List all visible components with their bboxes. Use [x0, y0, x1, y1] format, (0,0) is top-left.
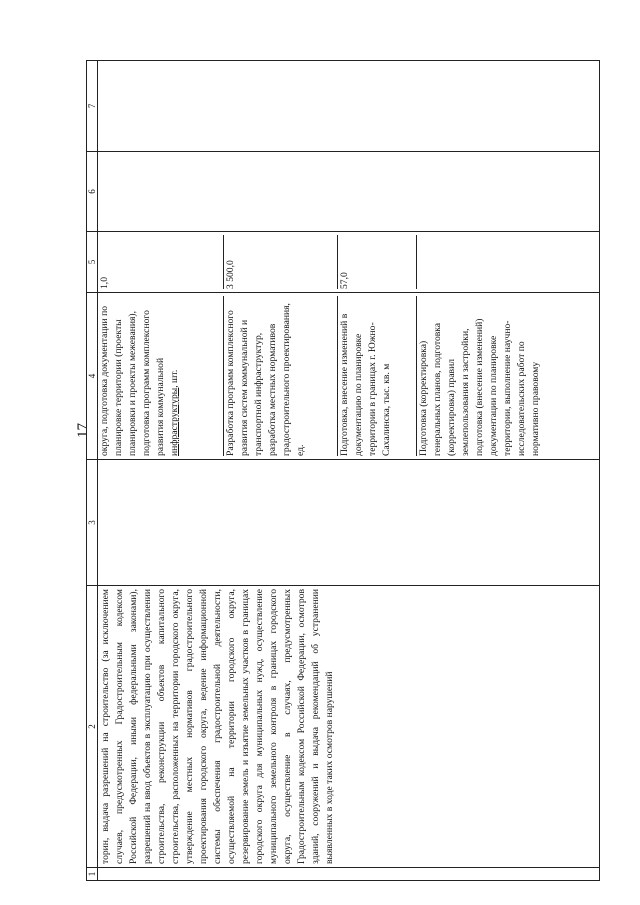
indicator-1: округа, подготовка документации по планировке территории (проекты планировки и проекты межевания), подготовка программ комплексного развития коммунальной инфраструктуры, шт. — [98, 296, 224, 456]
indicator-value-1: 1,0 — [98, 235, 224, 289]
cell-col3 — [98, 460, 600, 586]
program-table — [86, 60, 600, 881]
cell-col7 — [98, 61, 600, 152]
col-header-2: 2 — [87, 586, 98, 868]
cell-col1 — [98, 868, 600, 881]
col-header-7: 7 — [87, 61, 98, 152]
col-header-3: 3 — [87, 460, 98, 586]
rotated-table-container — [86, 61, 600, 881]
indicator-2: Разработка программ комплексного развития систем коммунальной и транспортной инфраструктур, разработка местных нормативов градостроительного проектирования, ед. — [224, 296, 338, 456]
col-header-5: 5 — [87, 232, 98, 293]
indicator-4: Подготовка (корректировка) генеральных планов, подготовка (корректировка) правил землепользования и застройки, подготовка (внесение изменений) документации по планировке территории, выполнение научно-исследовательских работ по нормативно правовому — [418, 318, 541, 456]
page-number: 17 — [75, 423, 91, 438]
col-header-6: 6 — [87, 152, 98, 232]
cell-authority-text: торин, выдача разрешений на строительство (за исключением случаев, предусмотренных Градостроительным кодексом Российской Федерации, иными федеральными законами), разрешений на ввод объектов в эксплуатацию при осуществлении строительства, реконструкции объектов капитального строительства, расположенных на территории городского округа, утверждение местных нормативов градостроительного проектирования городского округа, ведение информационной системы обеспечения градостроительной деятельности, осуществляемой на территории городского округа, резервирование земель и изъятие земельных участков в границах городского округа для муниципальных нужд, осуществление муниципального земельного контроля в границах городского округа, осуществление в случаях, предусмотренных Градостроительным кодексом Российской Федерации, осмотров зданий, сооружений и выдача рекомендаций об устранении выявленных в ходе таких осмотров нарушений — [98, 586, 600, 868]
indicator-3: Подготовка, внесение изменений в документацию по планировке территории в границах г. Южно-Сахалинска, тыс. кв. м — [338, 296, 417, 456]
cell-col6 — [98, 152, 600, 232]
header-row — [87, 61, 98, 881]
table-row — [98, 61, 600, 881]
indicator-value-2: 3 500,0 — [224, 235, 338, 289]
col-header-1: 1 — [87, 868, 98, 881]
cell-values — [98, 232, 600, 293]
indicator-value-3: 57,0 — [338, 235, 417, 289]
col-header-4: 4 — [87, 293, 98, 460]
cell-indicators — [98, 293, 600, 460]
